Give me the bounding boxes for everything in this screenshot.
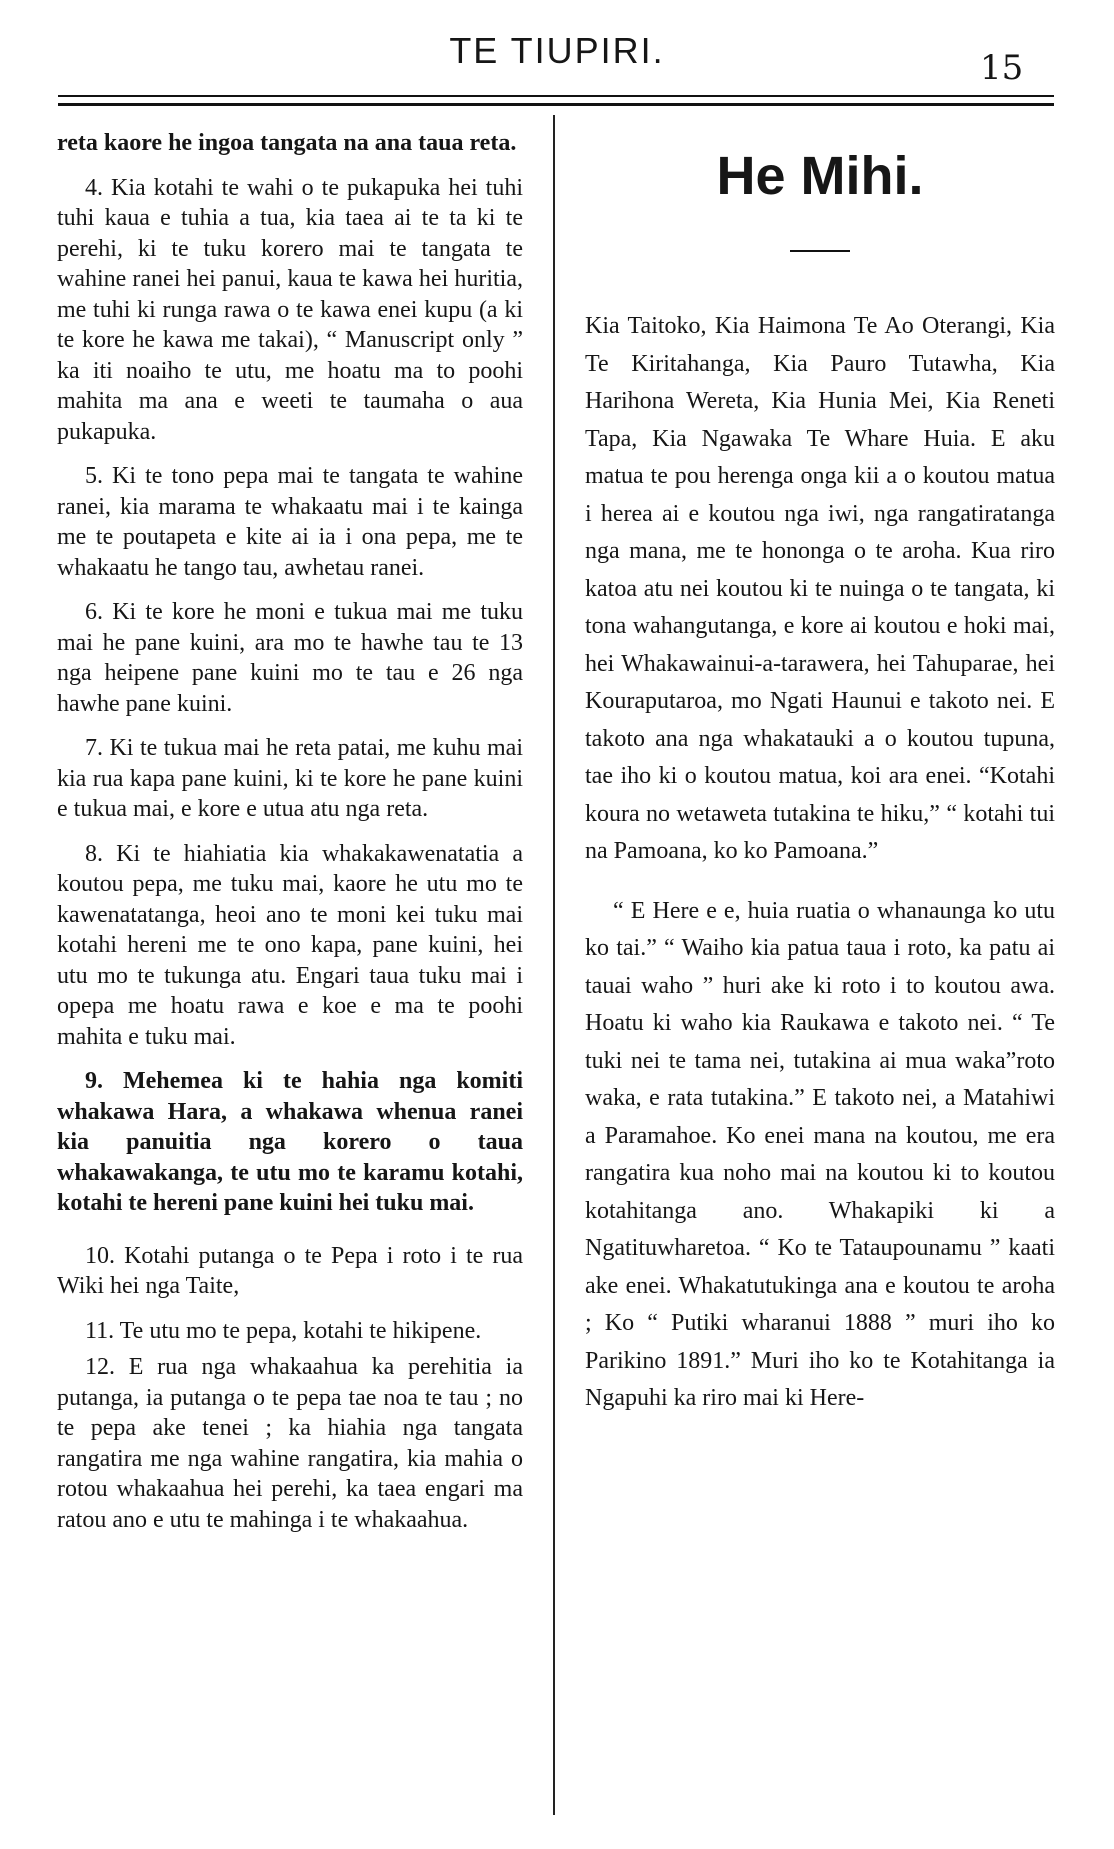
paragraph-rule-5: 5. Ki te tono pepa mai te tangata te wahine ranei, kia marama te whakaatu mai i te kainga me te poutapeta e kite ai ia i ona pepa, me te whakaatu he tango tau, awhetau ranei.	[57, 463, 523, 581]
article-paragraph: “ E Here e e, huia ruatia o whanaunga ko utu ko tai.” “ Waiho kia patua taua i roto, ka patu ai tauai waho ” huri ake ki roto i to koutou awa. Hoatu ki waho kia Raukawa e takoto nei. “ Te tuki nei te tama nei, tutakina ai mua waka”roto waka, e rata tutakina.” E takoto nei, a Matahiwi a Paramahoe. Ko enei mana na koutou, me era rangatira kua noho mai na koutou ki to koutou kotahitanga ano. Whakapiki ki a Ngatituwharetoa. “ Ko te Tataupounamu ” kaati ake enei. Whakatutukinga ana e koutou te aroha ; Ko “ Putiki wharanui 1888 ” muri iho ko Parikino 1891.” Muri iho ko te Kotahitanga ia Ngapuhi ka riro mai ki Here-	[585, 897, 1055, 1411]
paragraph-rule-12: 12. E rua nga whakaahua ka perehitia ia putanga, ia putanga o te pepa tae noa te tau ; no te pepa ake tenei ; ka hiahia nga tangata rangatira me nga wahine rangatira, kia mahia o rotou whakaahua hei perehi, ka taea engari ma ratou ano e utu te mahinga i te whakaahua.	[57, 1354, 523, 1533]
article-paragraph: Kia Taitoko, Kia Haimona Te Ao Oterangi, Kia Te Kiritahanga, Kia Pauro Tutawha, Kia Harihona Wereta, Kia Hunia Mei, Kia Reneti Tapa, Kia Ngawaka Te Whare Huia. E aku matua te pou herenga onga kii a o koutou matua i herea ai e koutou nga iwi, nga rangatiratanga nga mana, me te hononga o te aroha. Kua riro katoa atu nei koutou ki te nuinga o te tangata, ki tona wahangutanga, e kore ai koutou e hoki mai, hei Whakawainui-a-tarawera, hei Tahuparae, hei Kouraputaroa, mo Ngati Haunui e takoto nei. E takoto ana nga whakatauki a o koutou tupuna, tae iho ki o koutou matua, koi ara enei. “Kotahi koura no wetaweta tutakina te hiku,” “ kotahi tui na Pamoana, ko ko Pamoana.”	[585, 313, 1055, 864]
paragraph-rule-3-end: reta kaore he ingoa tangata na ana taua reta.	[57, 130, 517, 156]
paragraph-rule-7: 7. Ki te tukua mai he reta patai, me kuhu mai kia rua kapa pane kuini, ki te kore he pane kuini e tukua mai, e kore e utua atu nga reta.	[57, 735, 523, 822]
right-column	[585, 128, 1055, 1418]
paragraph-rule-6: 6. Ki te kore he moni e tukua mai me tuku mai he pane kuini, ara mo te hawhe tau te 13 nga heipene pane kuini mo te tau e 26 nga hawhe pane kuini.	[57, 599, 523, 717]
column-divider	[553, 115, 555, 1815]
paragraph-rule-4: 4. Kia kotahi te wahi o te pukapuka hei tuhi tuhi kaua e tuhia a tua, kia taea ai te ta ki te perehi, ki te tuku korero mai te tangata te wahine ranei hei panui, kaua te kawa hei huritia, me tuhi ki runga rawa o te kawa enei kupu (a ki te kore he kawa me takai), “ Manuscript only ” ka iti noaiho te utu, me hoatu ma to poohi mahita ma ana e weeti te taumaha o aua pukapuka.	[57, 174, 523, 445]
paragraph-rule-10: 10. Kotahi putanga o te Pepa i roto i te rua Wiki hei nga Taite,	[57, 1242, 523, 1299]
heading-rule	[790, 250, 850, 252]
running-title: TE TIUPIRI.	[449, 30, 665, 71]
left-column	[57, 128, 523, 1535]
paragraph-rule-11: 11. Te utu mo te pepa, kotahi te hikipene.	[85, 1317, 482, 1344]
header-rule-thick	[58, 103, 1054, 106]
paragraph-rule-8: 8. Ki te hiahiatia kia whakakawenatatia a koutou pepa, me tuku mai, kaore he utu mo te kawenatatanga, heoi ano te moni kei tuku mai kotahi hereni me te ono kapa, pane kuini, hei utu mo te tukunga atu. Engari taua tuku mai i opepa me hoatu rawa e koe e ma te poohi mahita e tuku mai.	[57, 840, 523, 1050]
paragraph-rule-9: 9. Mehemea ki te hahia nga komiti whakawa Hara, a whakawa whenua ranei kia panuitia nga korero o taua whakawakanga, te utu mo te karamu kotahi, kotahi te hereni pane kuini hei tuku mai.	[57, 1068, 523, 1216]
article-heading: He Mihi.	[716, 146, 924, 206]
page-number: 15	[980, 48, 1024, 88]
header-rule-thin	[58, 95, 1054, 97]
